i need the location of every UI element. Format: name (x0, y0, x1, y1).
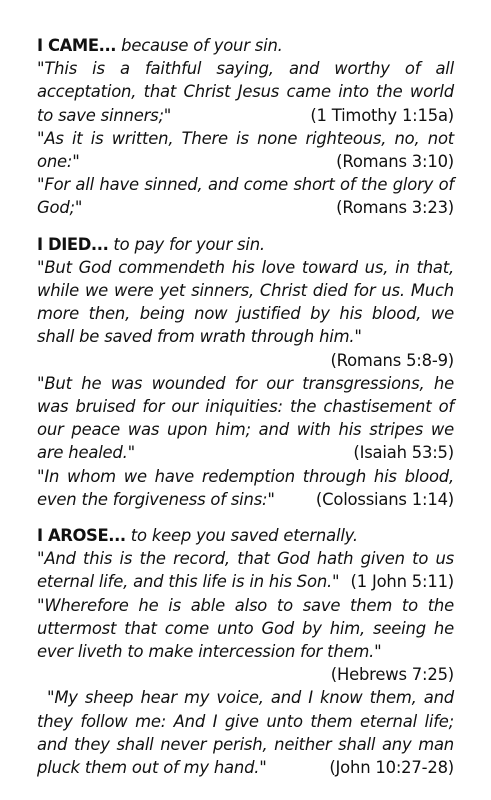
heading-bold: I DIED... (37, 234, 109, 254)
verse (37, 686, 454, 779)
section-heading (37, 524, 454, 547)
section-i-arose (37, 524, 454, 779)
verse-reference: (Hebrews 7:25) (330, 665, 454, 685)
heading-bold: I CAME... (37, 36, 117, 55)
verse (37, 465, 454, 511)
verse-text: "Wherefore he is able also to save them to the uttermost that come unto God by him, seeing he ever liveth to make intercession for them." (37, 595, 454, 662)
verse-text: "As it is written, There is none righteous, no, not one:" (37, 128, 454, 172)
verse-reference: (1 Timothy 1:15a) (310, 105, 454, 125)
verse-text: "My sheep hear my voice, and I know them, and they follow me: And I give unto them eternal life; and they shall never perish, neither shall any man pluck them out of my hand." (37, 688, 454, 778)
verse-reference: (Colossians 1:14) (315, 489, 454, 509)
verse-reference: (1 John 5:11) (350, 572, 454, 592)
verse-reference: (Romans 3:23) (336, 198, 454, 218)
verse (37, 256, 454, 372)
verse-text: "But God commendeth his love toward us, in that, while we were yet sinners, Christ died for us. Much more then, being now justified by his blood, we shall be saved from wrath through him." (37, 257, 454, 347)
section-heading (37, 34, 454, 57)
verse-text: "This is a faithful saying, and worthy of all acceptation, that Christ Jesus came into the world to save sinners;" (37, 59, 454, 125)
section-i-came (37, 34, 454, 220)
verse (37, 594, 454, 687)
verse (37, 127, 454, 173)
heading-italic: to keep you saved eternally. (130, 526, 358, 546)
heading-italic: because of your sin. (121, 36, 283, 55)
verse-text: "But he was wounded for our transgressions, he was bruised for our iniquities: the chastisement of our peace was upon him; and with his stripes we are healed." (37, 373, 454, 463)
section-heading (37, 233, 454, 256)
verse (37, 372, 454, 465)
verse-reference: (Romans 3:10) (336, 152, 454, 172)
verse (37, 173, 454, 219)
heading-bold: I AROSE... (37, 526, 126, 546)
verse-reference: (John 10:27-28) (329, 758, 454, 778)
heading-italic: to pay for your sin. (113, 234, 265, 254)
verse-reference: (Romans 5:8-9) (330, 350, 454, 370)
verse-text: "For all have sinned, and come short of the glory of God;" (37, 175, 454, 218)
verse-reference: (Isaiah 53:5) (353, 443, 454, 463)
section-i-died (37, 233, 454, 511)
verse-text: "And this is the record, that God hath given to us eternal life, and this life is in his Son." (37, 549, 454, 592)
verse-text: "In whom we have redemption through his blood, even the forgiveness of sins:" (37, 466, 454, 509)
verse (37, 57, 454, 127)
verse (37, 547, 454, 593)
